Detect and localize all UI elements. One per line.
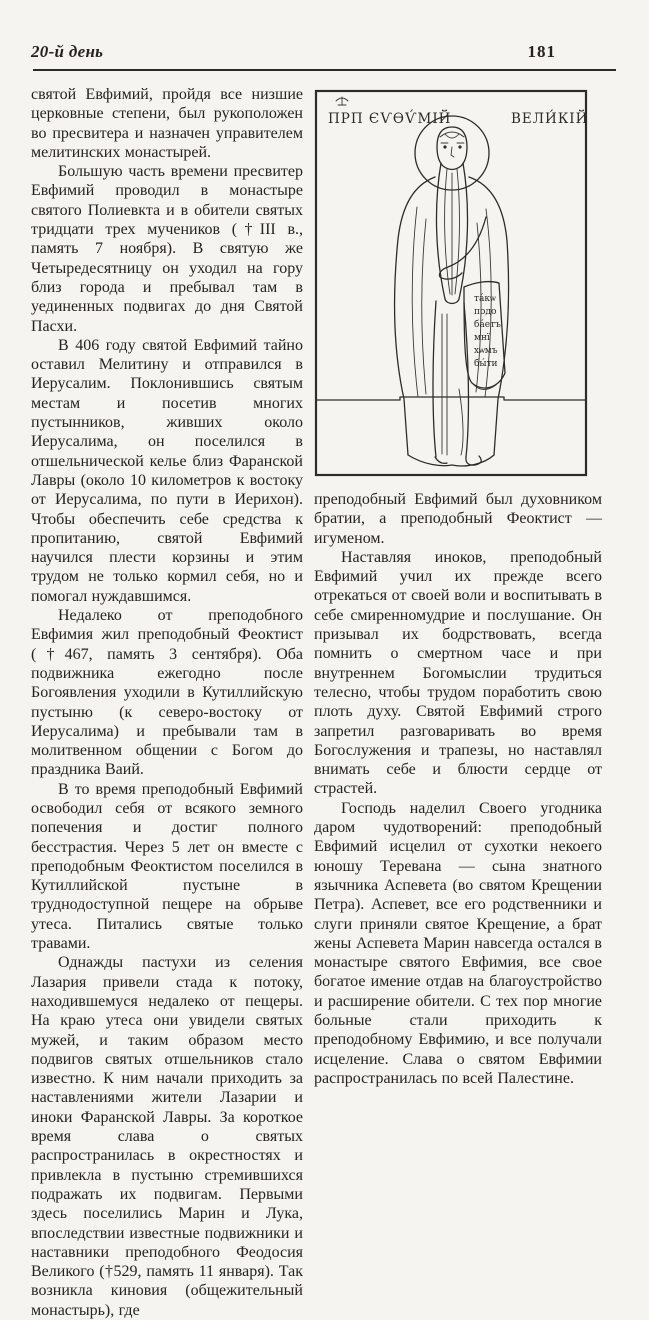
text-columns bbox=[31, 85, 616, 1320]
paragraph: В 406 году святой Евфимий тайно оставил Мелитину и отправился в Иерусалим. Поклонившись святым местам и посетив многих пустынников, живших около Иерусалима, он поселился в отшельнической келье близ Фаранской Лавры (около 10 километров к востоку от Иерусалима, по пути в Иерихон). Чтобы обеспечить себе средства к пропитанию, святой Евфимий научился плести корзины и этим трудом не только кормил себя, но и помогал нуждавшимся. bbox=[31, 336, 303, 605]
blessing-cross-icon bbox=[336, 97, 348, 105]
nose bbox=[451, 147, 454, 157]
paragraph: Большую часть времени пресвитер Евфимий проводил в монастыре святого Полиевкта и в обители святых тридцати трех мучеников (†III в., память 7 ноября). В святую же Четыредесятницу он уходил на гору близ города и пребывал там в уединенных подвигах до дня Святой Пасхи. bbox=[31, 163, 303, 335]
forehead-curl bbox=[445, 134, 459, 138]
icon-inscription-left: ПРП ЄѴѲѴ́МІЙ bbox=[328, 111, 452, 127]
right-eye bbox=[458, 145, 461, 148]
feet bbox=[435, 456, 481, 465]
header-rule bbox=[33, 69, 616, 71]
robe-lines bbox=[442, 314, 463, 455]
paragraph: святой Евфимий, пройдя все низшие церковные степени, был рукоположен во пресвитера и назначен управителем мелитинских монастырей. bbox=[31, 86, 303, 161]
paragraph: преподобный Евфимий был духовником братии, а преподобный Феоктист — игуменом. bbox=[314, 491, 602, 547]
icon-inscription-right: ВЕЛИ́КІЙ bbox=[511, 111, 588, 127]
left-column bbox=[31, 85, 303, 1320]
icon-frame bbox=[316, 91, 586, 475]
hair-line bbox=[440, 132, 464, 137]
paragraph: Недалеко от преподобного Евфимия жил преподобный Феоктист (†467, память 3 сентября). Оба подвижника ежегодно после Богоявления уходили в Кутиллийскую пустыню (к северо-востоку от Иерусалима) и пребывали там в молитвенном общении с Богом до праздника Ваий. bbox=[31, 607, 303, 779]
paragraph: Однажды пастухи из селения Лазария привели стада к потоку, находившемуся недалеко от пещеры. На краю утеса они увидели святых мужей, и таким образом место подвигов святых отшельников стало известно. К ним начали приходить за наставлениями жители Лазарии и иноки Фаранской Лавры. За короткое время слава о святых распространилась в окрестностях и привлекла в пустыню стремившихся подражать их подвигам. Первыми здесь поселились Марин и Лука, впоследствии известные подвижники и наставники преподобного Феодосия Великого (†529, память 11 января). Так возникла киновия (общежительный монастырь), где bbox=[31, 954, 303, 1319]
scroll-text-line: та́кѡ bbox=[474, 294, 496, 304]
paragraph: Господь наделил Своего угодника даром чудотворений: преподобный Евфимий исцелил от сухотки некоего юношу Теревана — сына знатного язычника Аспевета (во святом Крещении Петра). Аспевет, все его родственники и слуги приняли святое Крещение, а брат жены Аспевета Марин навсегда остался в монастыре святого Евфимия, все свое богатое имение отдав на благоустройство и расширение обители. С тех пор многие больные стали приходить к преподобному Евфимию, и все получали исцеление. Слава о святом Евфимии распространилась по всей Палестине. bbox=[314, 799, 602, 1087]
right-column bbox=[314, 85, 602, 1088]
scroll-text-line: хѡмъ bbox=[474, 346, 498, 356]
scroll-text-line: бы́ти bbox=[474, 359, 498, 369]
saint-euthymius-illustration bbox=[314, 89, 588, 477]
paragraph: Наставляя иноков, преподобный Евфимий учил их прежде всего отрекаться от своей воли и воспитывать в себе смиренномудрие и послушание. Он призывал их бодрствовать, всегда помнить о смертном часе и при внутреннем Богомыслии трудиться телесно, чтобы трудом поработить свою плоть духу. Святой Евфимий строго запретил разговаривать во время Богослужения и трапезы, но наставлял внимать себе и блюсти сердце от страстей. bbox=[314, 548, 602, 798]
left-eye bbox=[443, 145, 446, 148]
day-heading: 20-й день bbox=[31, 42, 104, 61]
mantle-left bbox=[395, 177, 435, 455]
saint-icon-drawing bbox=[314, 89, 588, 477]
ground-line bbox=[317, 397, 585, 400]
paragraph: В то время преподобный Евфимий освободил себя от всякого земного попечения и достиг полного бесстрастия. Через 5 лет он вместе с преподобным Феоктистом поселился в Кутиллийской пустыне в труднодоступной пещере на обрыве утеса. Питались святые только травами. bbox=[31, 780, 303, 953]
page-header bbox=[31, 42, 616, 62]
scroll-text-line: мнї bbox=[474, 333, 490, 343]
scroll-text-line: ба́етъ bbox=[474, 320, 501, 330]
scroll-text-line: подо bbox=[474, 307, 497, 317]
page-number: 181 bbox=[527, 42, 556, 61]
